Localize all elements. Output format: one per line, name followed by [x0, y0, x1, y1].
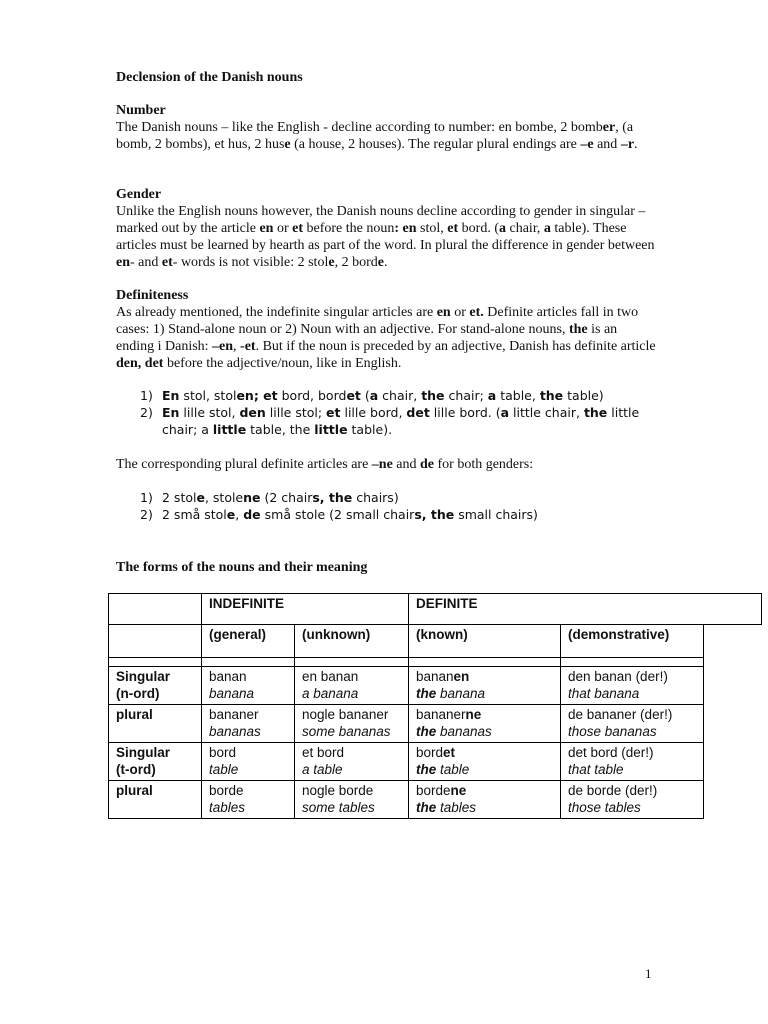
section-definiteness	[116, 287, 656, 372]
list-item: 1) En stol, stolen; et bord, bordet (a chair, the chair; a table, the table)	[140, 388, 604, 403]
document-title: Declension of the Danish nouns	[116, 70, 303, 85]
table-cell: bordet the table	[409, 743, 561, 781]
table-title: The forms of the nouns and their meaning	[116, 560, 368, 575]
number-paragraph: The Danish nouns – like the English - decline according to number: en bombe, 2 bomber, (a bomb, 2 bombs), et hus, 2 huse (a house, 2 houses). The regular plural endings are –e and –r.	[116, 120, 638, 152]
table-cell: det bord (der!) that table	[561, 743, 704, 781]
list-item: 2) 2 små stole, de små stole (2 small chairs, the small chairs)	[140, 507, 538, 522]
table-cell: bananen the banana	[409, 667, 561, 705]
table-cell: bananer bananas	[202, 705, 295, 743]
table-cell: nogle borde some tables	[295, 781, 409, 819]
page-number: 1	[645, 966, 652, 981]
table-cell: borde tables	[202, 781, 295, 819]
table-cell: banan banana	[202, 667, 295, 705]
number-heading: Number	[116, 103, 166, 118]
section-gender	[116, 186, 656, 271]
row-label: plural	[109, 781, 202, 819]
table-cell: bordene the tables	[409, 781, 561, 819]
list-item: 1) 2 stole, stolene (2 chairs, the chairs)	[140, 490, 399, 505]
table-row	[109, 705, 762, 743]
subheader-known: (known)	[409, 625, 561, 658]
row-label: Singular (n-ord)	[109, 667, 202, 705]
table-cell: bord table	[202, 743, 295, 781]
gender-paragraph: Unlike the English nouns however, the Danish nouns decline according to gender in singular – marked out by the article en or et before the noun: en stol, et bord. (a chair, a table). These articles must be learned by hearth as part of the word. In plural the difference in gender between en- and et- words is not visible: 2 stole, 2 borde.	[116, 204, 655, 270]
definiteness-paragraph: As already mentioned, the indefinite singular articles are en or et. Definite articles fall in two cases: 1) Stand-alone noun or 2) Noun with an adjective. For stand-alone nouns, the is an ending i Danish: –en, -et. But if the noun is preceded by an adjective, Danish has definite article den, det before the adjective/noun, like in English.	[116, 305, 656, 371]
table-cell: den banan (der!) that banana	[561, 667, 704, 705]
example-list-singular	[116, 387, 676, 438]
table-row	[109, 743, 762, 781]
row-label: plural	[109, 705, 202, 743]
table-cell: bananerne the bananas	[409, 705, 561, 743]
table-cell: nogle bananer some bananas	[295, 705, 409, 743]
header-indefinite: INDEFINITE	[202, 594, 409, 625]
subheader-general: (general)	[202, 625, 295, 658]
table-row	[109, 781, 762, 819]
gender-heading: Gender	[116, 187, 162, 202]
plural-intro: The corresponding plural definite articles are –ne and de for both genders:	[116, 457, 534, 472]
table-cell: et bord a table	[295, 743, 409, 781]
row-label: Singular (t-ord)	[109, 743, 202, 781]
noun-forms-table	[108, 593, 762, 819]
header-definite: DEFINITE	[409, 594, 762, 625]
table-cell: de bananer (der!) those bananas	[561, 705, 704, 743]
list-item: 2) En lille stol, den lille stol; et lille bord, det lille bord. (a little chair, the little chair; a little table, the little table).	[140, 405, 640, 437]
table-subheader-row	[109, 625, 762, 658]
subheader-demonstrative: (demonstrative)	[561, 625, 704, 658]
table-row	[109, 667, 762, 705]
table-header-row	[109, 594, 762, 625]
subheader-unknown: (unknown)	[295, 625, 409, 658]
table-cell: en banan a banana	[295, 667, 409, 705]
table-cell: de borde (der!) those tables	[561, 781, 704, 819]
example-list-plural	[116, 489, 676, 523]
section-number	[116, 102, 656, 153]
definiteness-heading: Definiteness	[116, 288, 189, 303]
